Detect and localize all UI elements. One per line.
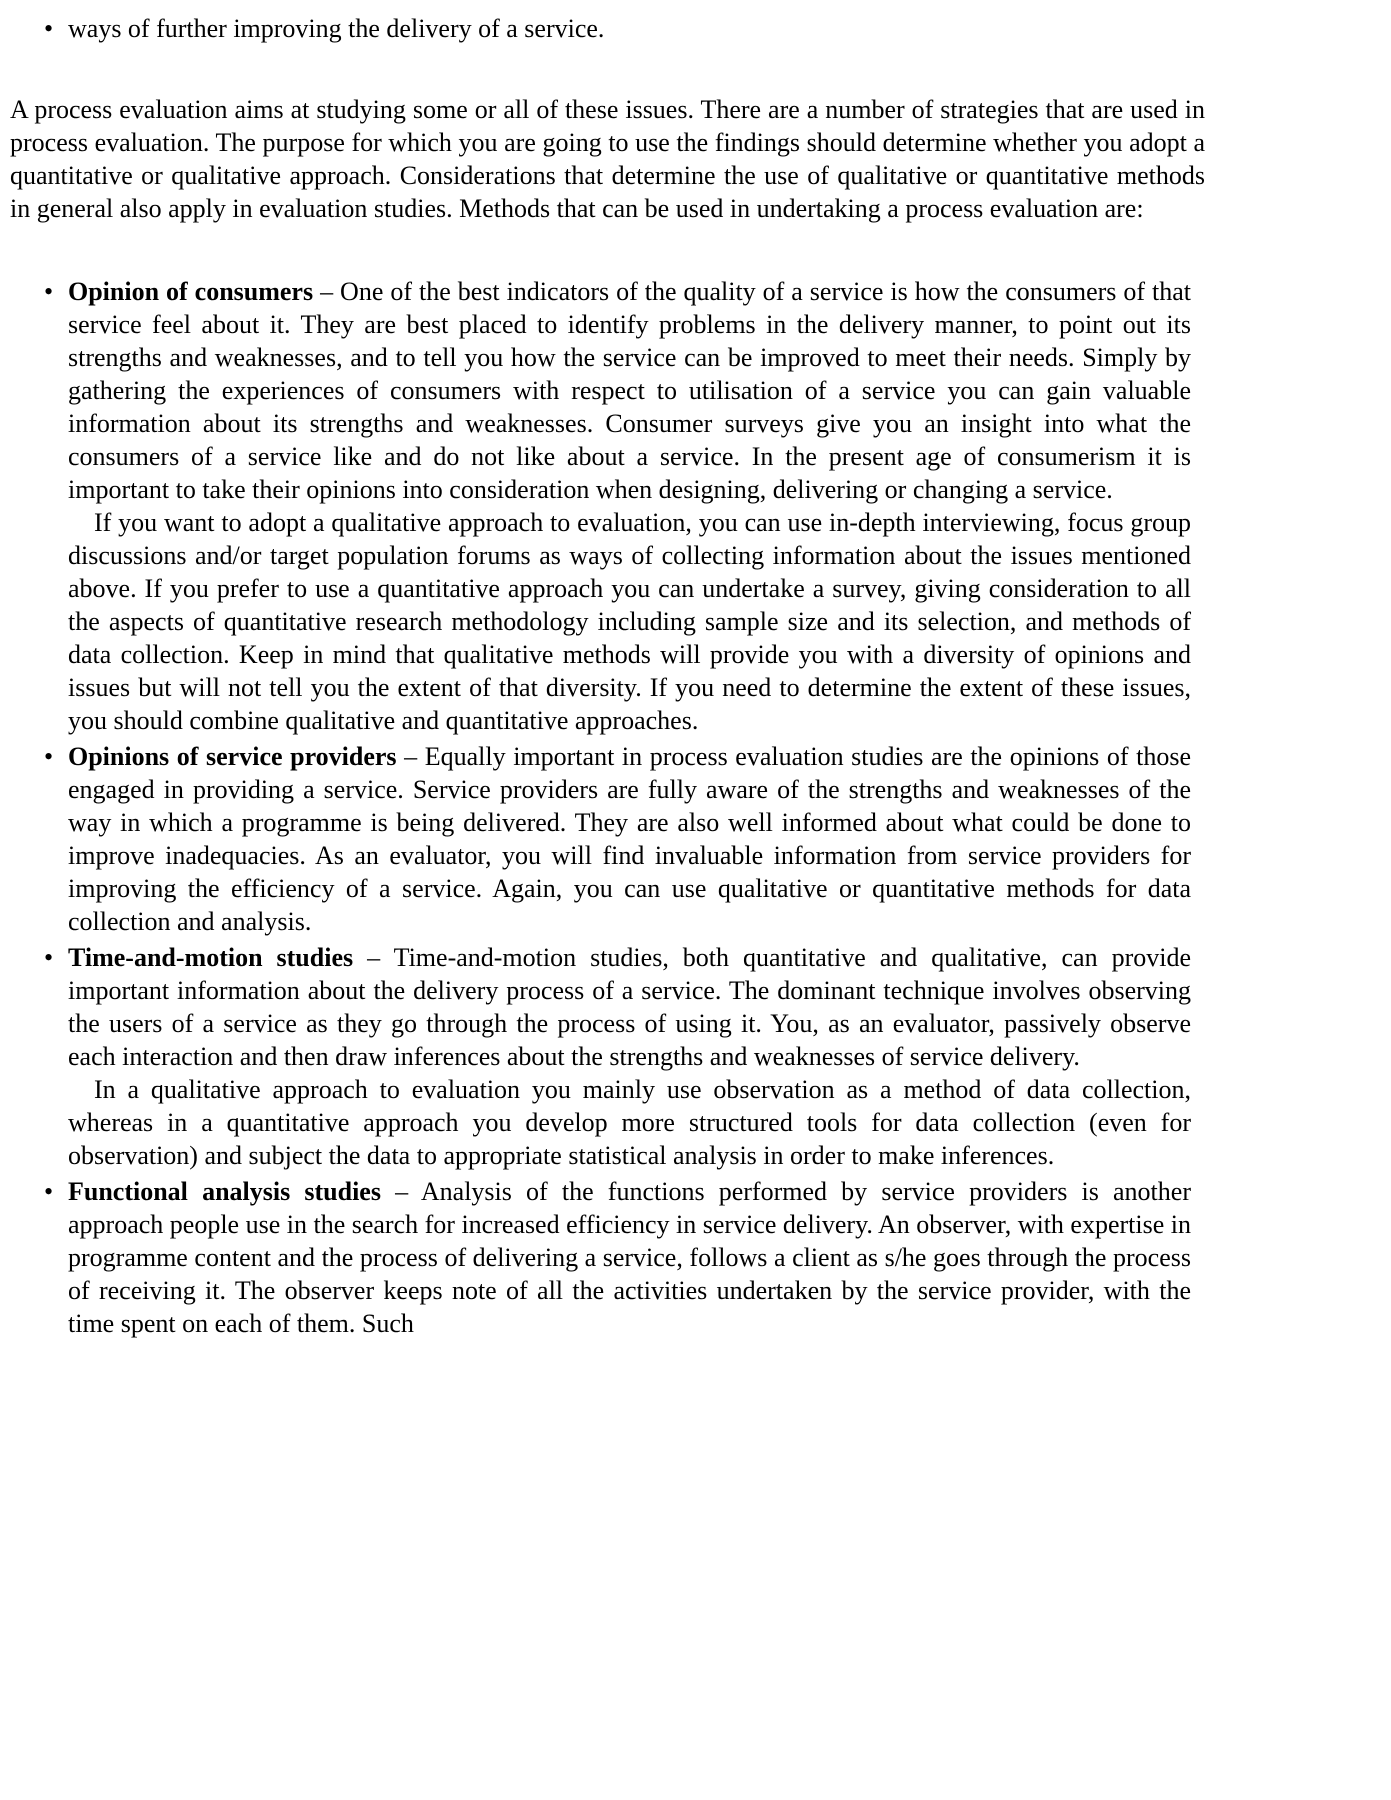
bullet-marker: • (44, 1177, 54, 1206)
leading-list (10, 12, 1205, 45)
list-item (44, 275, 1191, 737)
item-body: – One of the best indicators of the quality of a service is how the consumers of that service feel about it. They are best placed to identify problems in the delivery manner, to point out its strengths and weaknesses, and to tell you how the service can be improved to meet their needs. Simply by gathering the experiences of consumers with respect to utilisation of a service you can gain valuable information about its strengths and weaknesses. Consumer surveys give you an insight into what the consumers of a service like and do not like about a service. In the present age of consumerism it is important to take their opinions into consideration when designing, delivering or changing a service. (68, 277, 1191, 504)
methods-list (10, 275, 1205, 1340)
item-lead-paragraph (68, 740, 1191, 938)
list-item (44, 740, 1191, 938)
item-body: – Time-and-motion studies, both quantitative and qualitative, can provide important information about the delivery process of a service. The dominant technique involves observing the users of a service as they go through the process of using it. You, as an evaluator, passively observe each interaction and then draw inferences about the strengths and weaknesses of service delivery. (68, 943, 1192, 1071)
bullet-marker: • (44, 277, 54, 306)
item-title: Opinion of consumers (68, 277, 314, 306)
bullet-marker: • (44, 943, 54, 972)
item-continuation-paragraph: In a qualitative approach to evaluation you mainly use observation as a method of data collection, whereas in a quantitative approach you develop more structured tools for data collection (even for observation) and subject the data to appropriate statistical analysis in order to make inferences. (68, 1075, 1191, 1170)
bullet-marker: • (44, 742, 54, 771)
item-title: Functional analysis studies (68, 1177, 381, 1206)
list-item (44, 12, 1191, 45)
item-lead-paragraph (68, 941, 1191, 1073)
item-lead-paragraph (68, 275, 1191, 506)
list-item (44, 941, 1192, 1172)
item-lead-paragraph (68, 1175, 1191, 1340)
item-continuation-paragraph: If you want to adopt a qualitative approach to evaluation, you can use in-depth interviewing, focus group discussions and/or target population forums as ways of collecting information about the issues mentioned above. If you prefer to use a quantitative approach you can undertake a survey, giving consideration to all the aspects of quantitative research methodology including sample size and its selection, and methods of data collection. Keep in mind that qualitative methods will provide you with a diversity of opinions and issues but will not tell you the extent of that diversity. If you need to determine the extent of these issues, you should combine qualitative and quantitative approaches. (68, 508, 1191, 735)
leading-bullet-text: ways of further improving the delivery of a service. (68, 14, 605, 43)
bullet-marker: • (44, 14, 54, 43)
item-body: – Equally important in process evaluation studies are the opinions of those engaged in providing a service. Service providers are fully aware of the strengths and weaknesses of the way in which a programme is being delivered. They are also well informed about what could be done to improve inadequacies. As an evaluator, you will find invaluable information from service providers for improving the efficiency of a service. Again, you can use qualitative or quantitative methods for data collection and analysis. (68, 742, 1191, 936)
item-body: – Analysis of the functions performed by service providers is another approach people use in the search for increased efficiency in service delivery. An observer, with expertise in programme content and the process of delivering a service, follows a client as s/he goes through the process of receiving it. The observer keeps note of all the activities undertaken by the service provider, with the time spent on each of them. Such (68, 1177, 1192, 1338)
list-item (44, 1175, 1192, 1340)
intro-paragraph: A process evaluation aims at studying some or all of these issues. There are a number of strategies that are used in process evaluation. The purpose for which you are going to use the findings should determine whether you adopt a quantitative or qualitative approach. Considerations that determine the use of qualitative or quantitative methods in general also apply in evaluation studies. Methods that can be used in undertaking a process evaluation are: (10, 95, 1205, 223)
item-title: Opinions of service providers (68, 742, 397, 771)
item-title: Time-and-motion studies (68, 943, 354, 972)
